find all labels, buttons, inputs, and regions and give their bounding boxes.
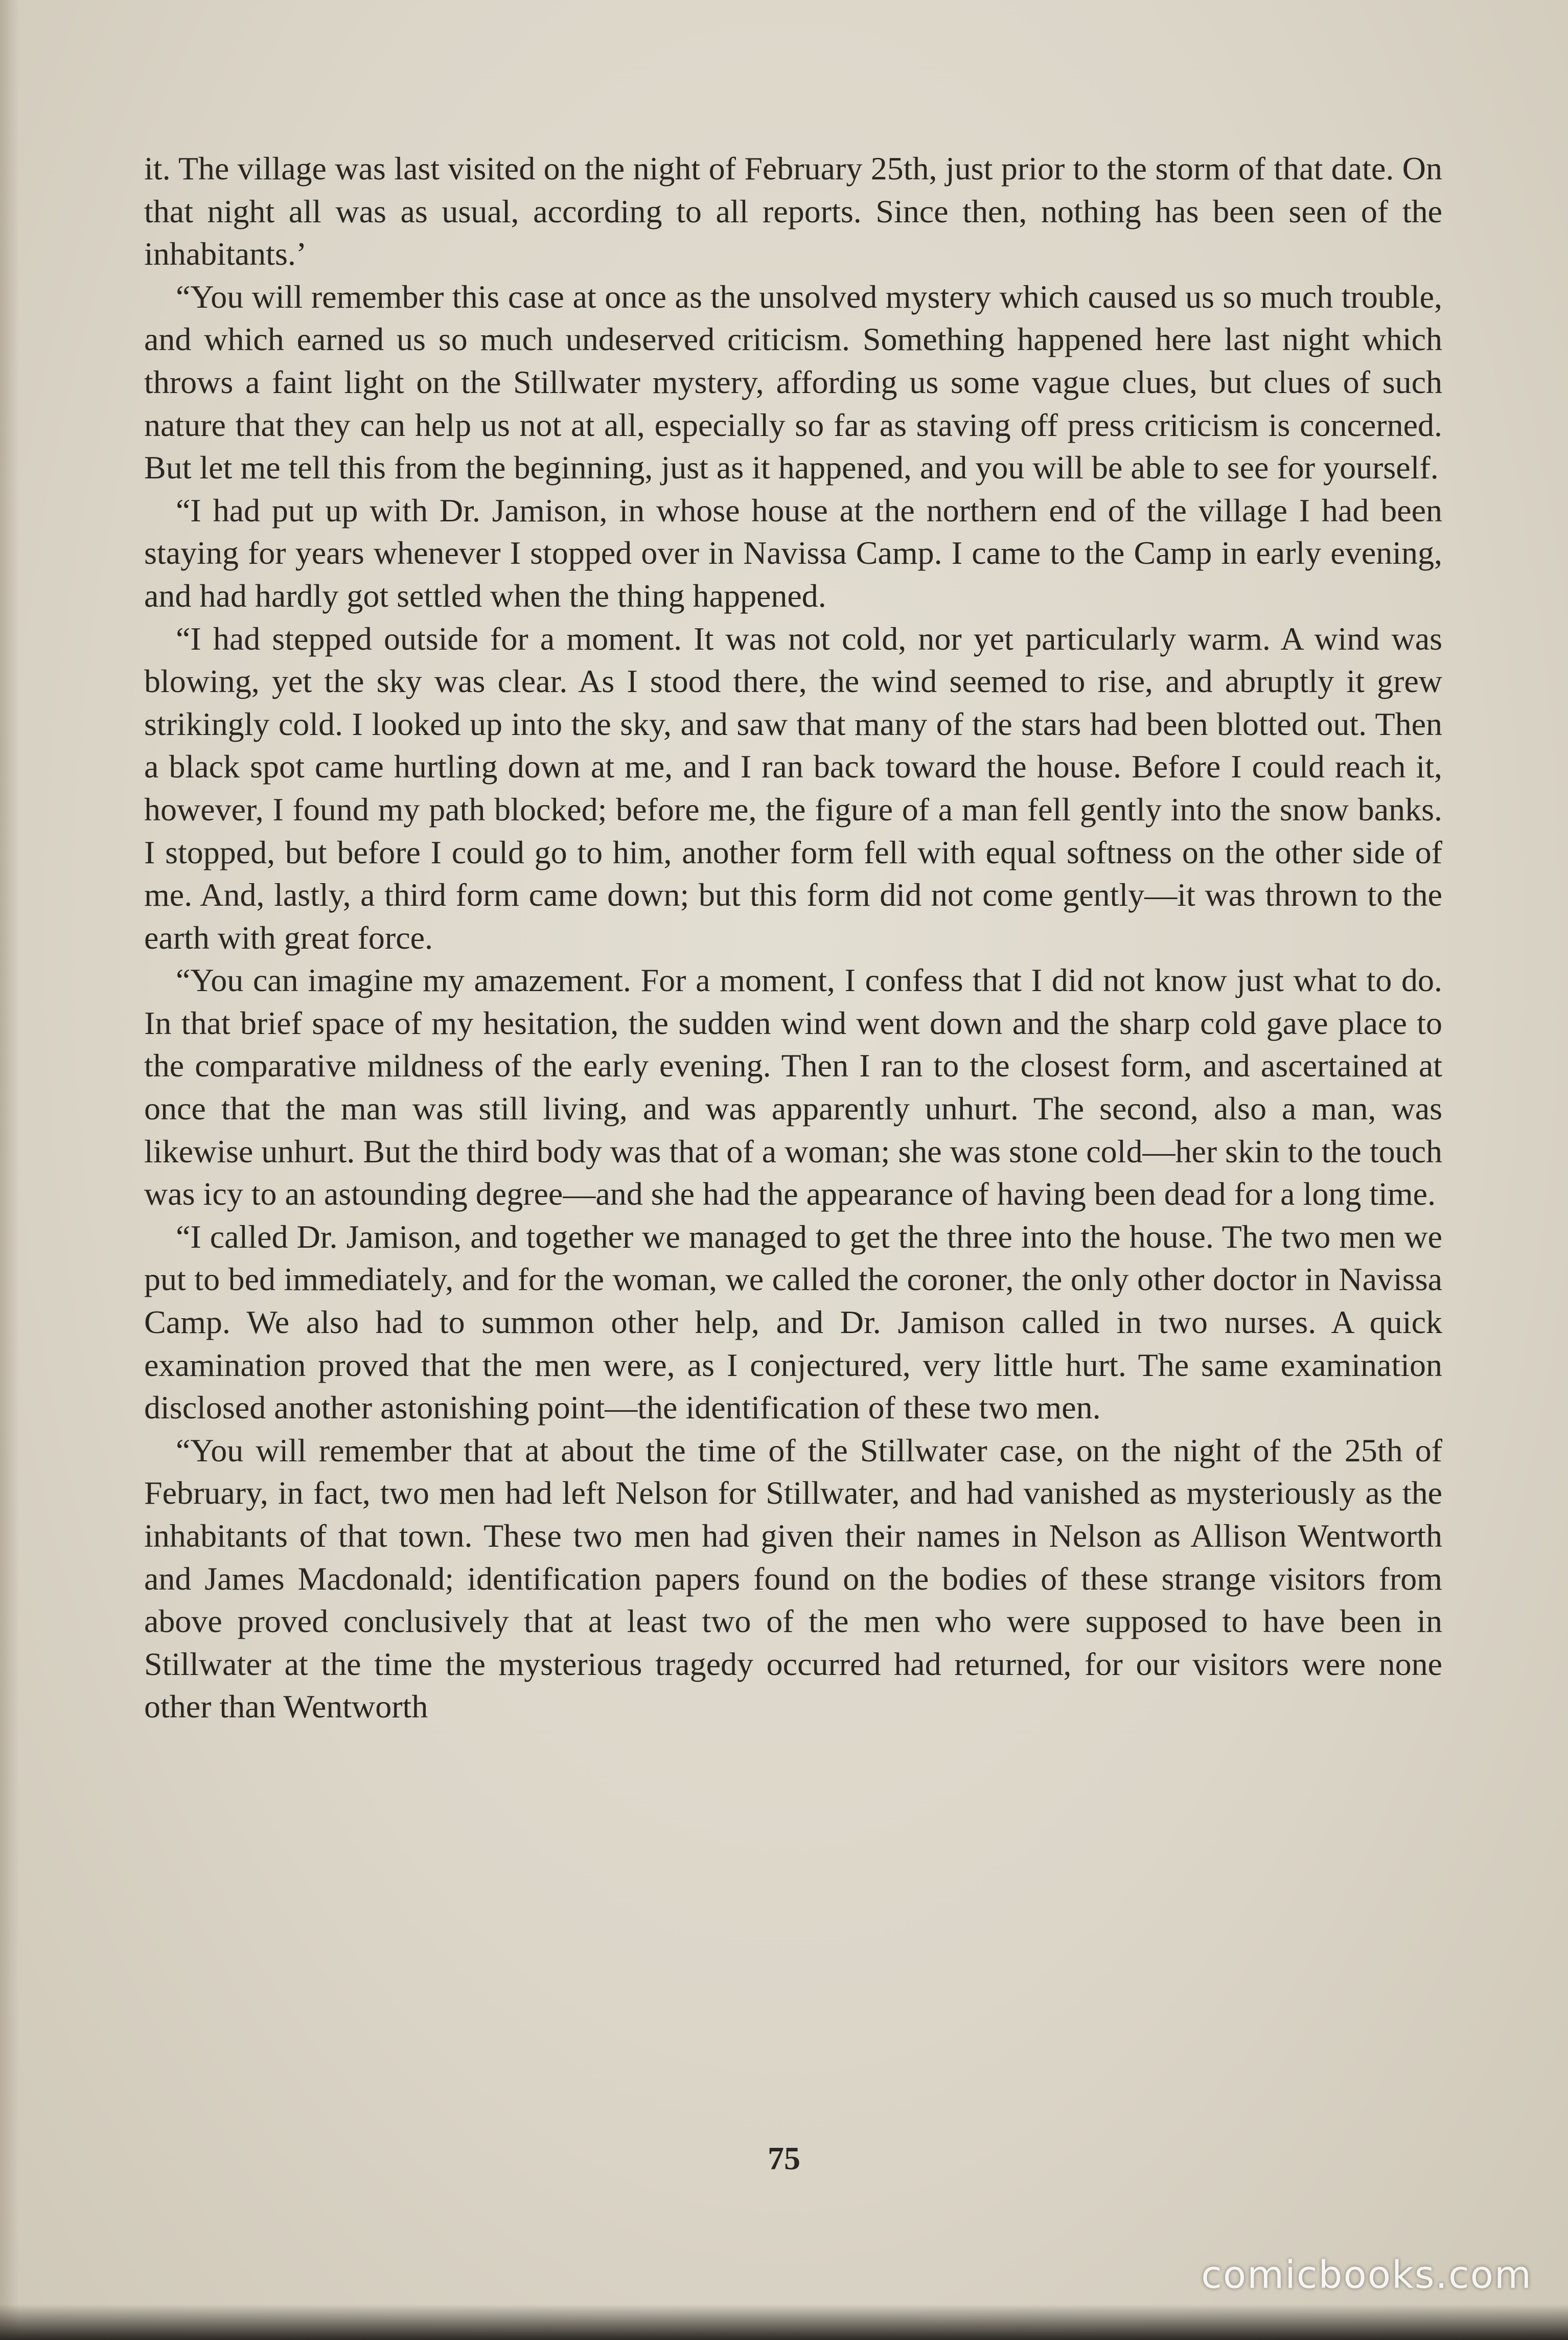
paragraph-4: “I had stepped outside for a moment. It was not cold, nor yet particularly warm. A wind was blowing, yet the sky was clear. As I stood there, the wind seemed to rise, and abruptly it grew strikingly cold. I looked up into the sky, and saw that many of the stars had been blotted out. Then a black spot came hurtling down at me, and I ran back toward the house. Before I could reach it, however, I found my path blocked; before me, the figure of a man fell gently into the snow banks. I stopped, but before I could go to him, another form fell with equal softness on the other side of me. And, lastly, a third form came down; but this form did not come gently—it was thrown to the earth with great force.	[144, 620, 1442, 956]
page-number: 75	[768, 2140, 800, 2176]
paragraph-7: “You will remember that at about the time of the Stillwater case, on the night of the 25th of February, in fact, two men had left Nelson for Stillwater, and had vanished as mysteriously as the inhabitants of that town. These two men had given their names in Nelson as Allison Wentworth and James Macdonald; identification papers found on the bodies of these strange visitors from above proved conclusively that at least two of the men who were supposed to have been in Stillwater at the time the mysterious tragedy occurred had returned, for our visitors were none other than Wentworth	[144, 1432, 1442, 1725]
paragraph-2: “You will remember this case at once as the unsolved mystery which caused us so much trouble, and which earned us so much undeserved criticism. Something happened here last night which throws a faint light on the Stillwater mystery, affording us some vague clues, but clues of such nature that they can help us not at all, especially so far as staving off press criticism is concerned. But let me tell this from the beginning, just as it happened, and you will be able to see for yourself.	[144, 278, 1442, 486]
paragraph-1: it. The village was last visited on the night of February 25th, just prior to the storm of that date. On that night all was as usual, according to all reports. Since then, nothing has been seen of the inhabitants.’	[144, 150, 1442, 272]
paragraph-3: “I had put up with Dr. Jamison, in whose house at the northern end of the village I had been staying for years whenever I stopped over in Navissa Camp. I came to the Camp in early evening, and had hardly got settled when the thing happened.	[144, 492, 1442, 614]
paragraph-5: “You can imagine my amazement. For a moment, I confess that I did not know just what to do. In that brief space of my hesitation, the sudden wind went down and the sharp cold gave place to the comparative mildness of the early evening. Then I ran to the closest form, and ascertained at once that the man was still living, and was apparently unhurt. The second, also a man, was likewise unhurt. But the third body was that of a woman; she was stone cold—her skin to the touch was icy to an astounding degree—and she had the appearance of having been dead for a long time.	[144, 962, 1442, 1212]
paragraph-6: “I called Dr. Jamison, and together we managed to get the three into the house. The two men we put to bed immediately, and for the woman, we called the coroner, the only other doctor in Navissa Camp. We also had to summon other help, and Dr. Jamison called in two nurses. A quick examination proved that the men were, as I conjectured, very little hurt. The same examination disclosed another astonishing point—the identification of these two men.	[144, 1218, 1442, 1426]
site-watermark: comicbooks.com	[1201, 2253, 1532, 2297]
body-text	[144, 147, 1442, 1728]
